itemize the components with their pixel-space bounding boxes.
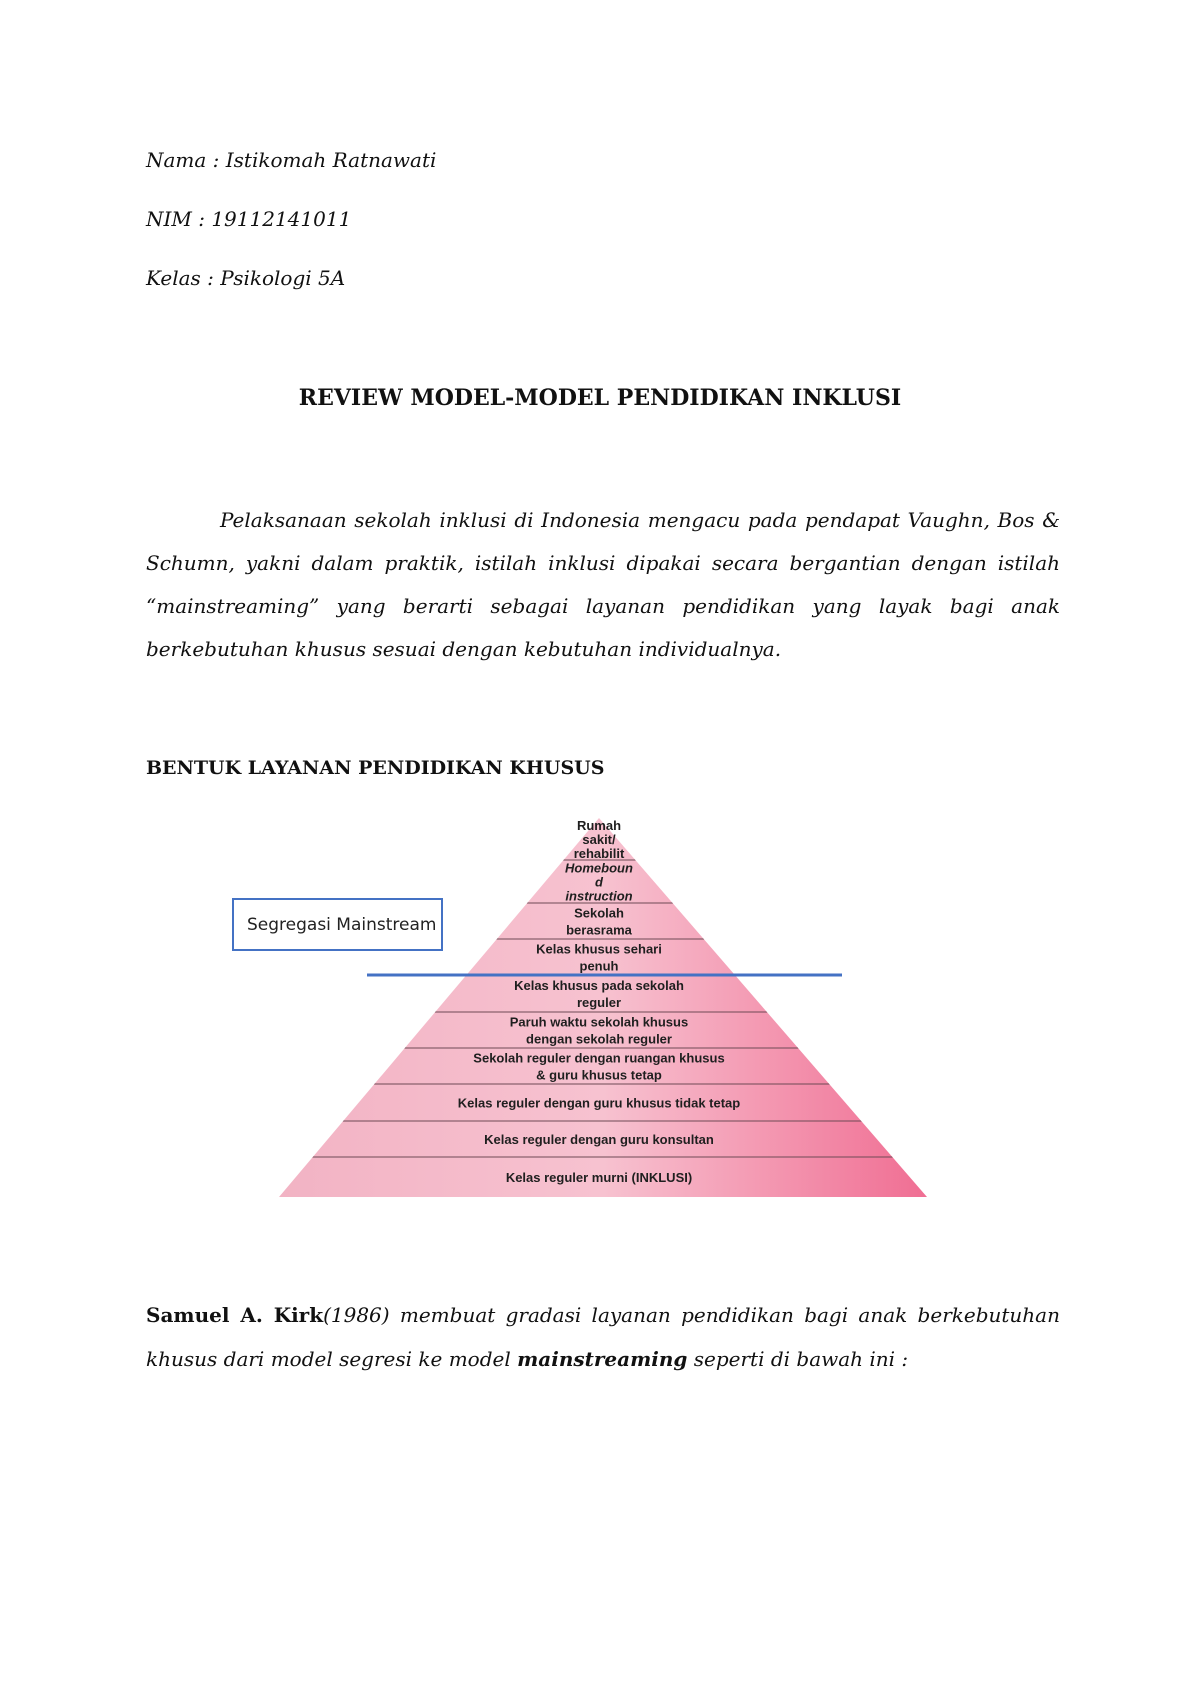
kirk-text-2: seperti di bawah ini : xyxy=(687,1347,909,1371)
pyramid-level-line: sakit/ xyxy=(582,832,616,847)
legend-label: Segregasi Mainstream xyxy=(247,914,437,935)
pyramid-level-label xyxy=(458,1096,741,1111)
section-heading: BENTUK LAYANAN PENDIDIKAN KHUSUS xyxy=(146,757,605,779)
pyramid-level-line: berasrama xyxy=(566,922,632,938)
pyramid-level-line: dengan sekolah reguler xyxy=(526,1031,672,1047)
pyramid-level-line: Kelas khusus sehari xyxy=(536,941,662,957)
pyramid-level-line: Sekolah xyxy=(574,905,624,921)
pyramid-level-line: Rumah xyxy=(576,818,622,833)
pyramid-level-line: Homeboun xyxy=(565,860,633,876)
intro-text: Pelaksanaan sekolah inklusi di Indonesia mengacu pada pendapat Vaughn, Bos & Schumn, yakni dalam praktik, istilah inklusi dipakai secara bergantian dengan istilah “mainstreaming” yang berarti sebagai layanan pendidikan yang layak bagi anak berkebutuhan khusus sesuai dengan kebutuhan individualnya. xyxy=(146,508,1060,661)
segregation-mainstream-box xyxy=(232,898,443,951)
pyramid-level-line: Kelas reguler dengan guru konsultan xyxy=(484,1132,714,1147)
pyramid-level-line: reguler xyxy=(576,995,622,1010)
kirk-text-1: membuat gradasi layanan pendidikan bagi anak berkebutuhan khusus dari model segresi ke model xyxy=(146,1303,1060,1371)
pyramid-level-line: penuh xyxy=(579,958,619,974)
kirk-emphasis: mainstreaming xyxy=(517,1347,688,1371)
kirk-year: (1986) xyxy=(323,1303,390,1327)
pyramid-level-line: Sekolah reguler dengan ruangan khusus xyxy=(473,1050,725,1066)
pyramid-level-label xyxy=(484,1132,714,1147)
pyramid-level-line: d xyxy=(595,874,603,890)
pyramid-level-line: Paruh waktu sekolah khusus xyxy=(509,1014,689,1030)
kirk-author: Samuel A. Kirk xyxy=(146,1303,324,1327)
student-nim: NIM : 19112141011 xyxy=(146,207,352,231)
pyramid-level-line: Kelas reguler dengan guru khusus tidak tetap xyxy=(457,1095,741,1111)
pyramid-level-line: & guru khusus tetap xyxy=(536,1067,662,1083)
pyramid-level-line: instruction xyxy=(565,888,633,904)
pyramid-level-line: Kelas reguler murni (INKLUSI) xyxy=(505,1170,693,1185)
kirk-paragraph xyxy=(146,1293,1060,1381)
pyramid-level-line: rehabilit xyxy=(573,846,625,861)
pyramid-level-label xyxy=(506,1170,692,1185)
document-title: REVIEW MODEL-MODEL PENDIDIKAN INKLUSI xyxy=(298,385,902,411)
pyramid-level-line: Kelas khusus pada sekolah xyxy=(514,978,684,993)
student-class: Kelas : Psikologi 5A xyxy=(146,266,346,290)
student-name: Nama : Istikomah Ratnawati xyxy=(146,148,437,172)
